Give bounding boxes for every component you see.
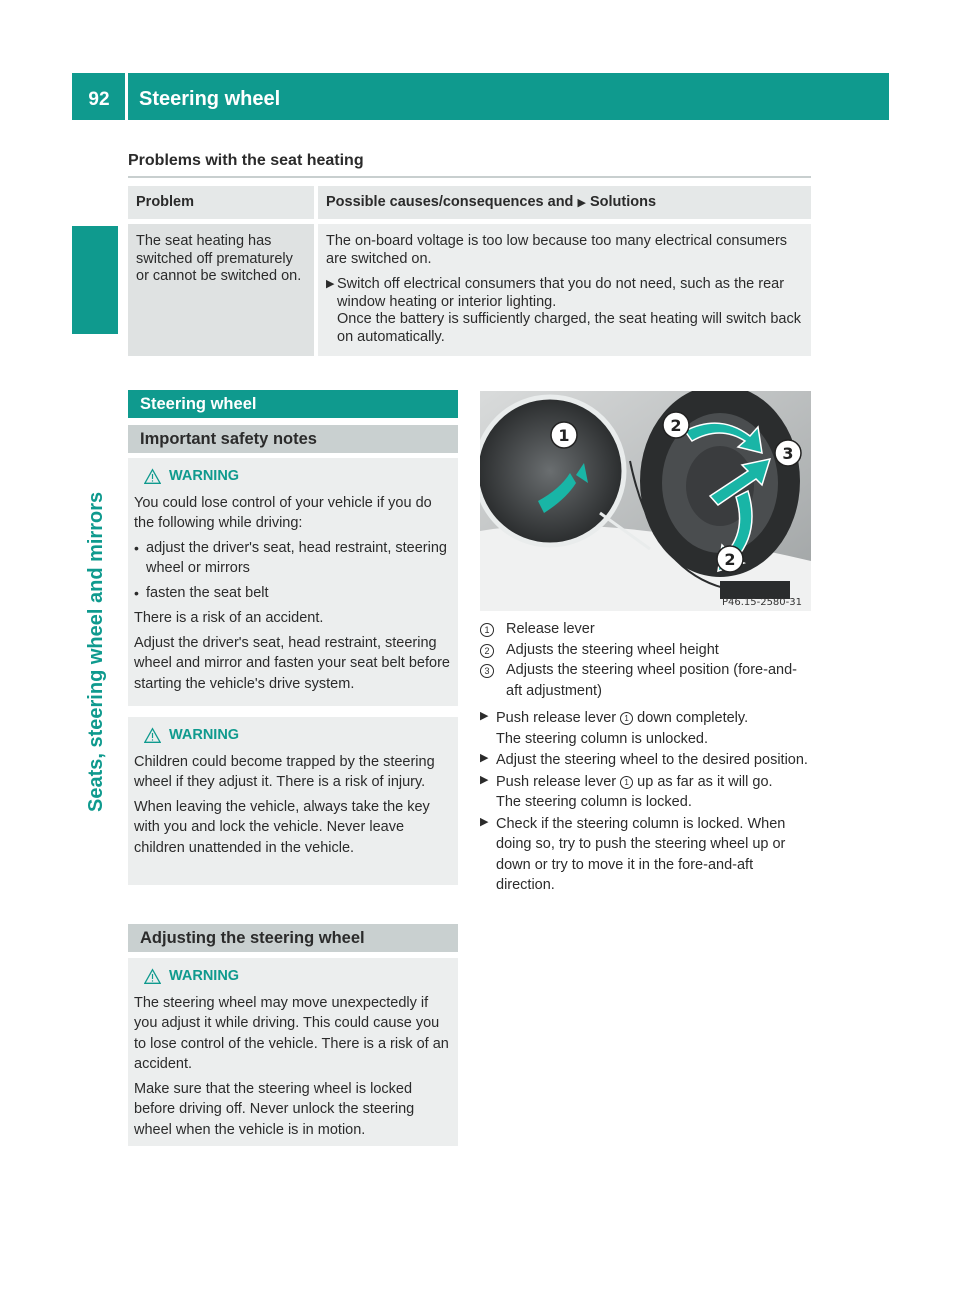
svg-text:3: 3 — [782, 444, 794, 463]
warning-action: When leaving the vehicle, always take the key with you and lock the vehicle. Never leave children unattended in the vehicle. — [134, 798, 430, 856]
warning-title — [134, 466, 452, 487]
warning-action: Adjust the driver's seat, head restraint, steering wheel and mirror and fasten your seat belt before starting the vehicle's drive system. — [134, 634, 450, 692]
header-title: Steering wheel — [139, 88, 281, 110]
subsection-title-adjusting: Adjusting the steering wheel — [128, 924, 458, 952]
warning-label: WARNING — [169, 727, 240, 743]
callout-2-top-icon — [663, 412, 689, 438]
warning-intro: You could lose control of your vehicle if you do the following while driving: — [134, 494, 432, 531]
cause-text: The on-board voltage is too low because too many electrical consumers are switched on. — [326, 233, 788, 267]
steering-column-illustration — [480, 391, 811, 611]
solution-text-2: Once the battery is sufficiently charged, the seat heating will switch back on automatically. — [337, 311, 801, 345]
list-item — [134, 538, 452, 579]
callout-number: 1 — [480, 623, 494, 637]
list-item — [480, 814, 811, 896]
page-header — [72, 73, 889, 120]
warning-title — [134, 725, 452, 746]
list-item — [134, 583, 452, 605]
warning-label: WARNING — [169, 468, 240, 484]
step-text: Adjust the steering wheel to the desired position. — [496, 752, 808, 768]
step-text: Check if the steering column is locked. When doing so, try to push the steering wheel up or down or try to move it in the fore-and-aft direction. — [496, 815, 786, 893]
problems-heading: Problems with the seat heating — [128, 152, 364, 169]
callout-3-icon — [775, 440, 801, 466]
list-item — [480, 772, 811, 813]
bullet-icon — [134, 583, 146, 605]
figure-code: P46.15-2580-31 — [721, 597, 802, 608]
step-arrow-icon — [480, 814, 496, 896]
column-header-solutions-text: Solutions — [589, 194, 657, 210]
step-arrow-icon — [480, 772, 496, 813]
chapter-side-tab — [72, 226, 118, 334]
step-text: down completely. — [637, 710, 749, 726]
subsection-title-safety: Important safety notes — [128, 425, 458, 453]
adjust-steps — [480, 708, 811, 897]
warning-triangle-icon — [144, 968, 161, 985]
page-number: 92 — [88, 89, 110, 110]
column-header-problem: Problem — [128, 186, 314, 219]
list-item-text: adjust the driver's seat, head restraint, steering wheel or mirrors — [146, 539, 447, 576]
table-header-row — [128, 186, 811, 219]
problems-table — [128, 186, 811, 356]
steering-column-figure — [480, 391, 811, 611]
callout-2-bottom-icon — [717, 546, 743, 572]
step-text: Push release lever — [496, 710, 617, 726]
table-row — [128, 224, 811, 356]
legend-text: Adjusts the steering wheel position (fore-and-aft adjustment) — [506, 662, 797, 699]
section-title-steering-wheel: Steering wheel — [128, 390, 458, 418]
callout-number: 2 — [480, 644, 494, 658]
warning-title — [134, 966, 452, 987]
step-text: Push release lever — [496, 773, 617, 790]
svg-text:2: 2 — [670, 416, 682, 435]
solution-arrow-icon: ▶ — [577, 197, 586, 209]
legend-text: Adjusts the steering wheel height — [506, 641, 719, 658]
problem-cell — [128, 224, 314, 356]
list-item — [480, 619, 811, 640]
list-item — [480, 750, 811, 771]
warning-box-1 — [128, 458, 458, 706]
svg-text:1: 1 — [558, 426, 570, 445]
warning-triangle-icon — [144, 468, 161, 485]
chapter-side-title: Seats, steering wheel and mirrors — [85, 491, 107, 812]
column-header-causes — [314, 186, 811, 219]
step-text: up as far as it will go. — [637, 773, 773, 790]
problem-text: The seat heating has switched off prematurely or cannot be switched on. — [136, 233, 302, 284]
warning-risk: There is a risk of an accident. — [134, 610, 324, 626]
legend-text: Release lever — [506, 621, 595, 637]
callout-number: 3 — [480, 664, 494, 678]
solution-text-1: Switch off electrical consumers that you do not need, such as the rear window heating or interior lighting. — [337, 276, 785, 310]
solution-step — [326, 276, 803, 346]
warning-box-3 — [128, 958, 458, 1146]
warning-text: The steering wheel may move unexpectedly if you adjust it while driving. This could cause you to lose control of the vehicle. There is a risk of an accident. — [134, 994, 449, 1072]
step-arrow-icon — [480, 708, 496, 749]
callout-1-icon — [551, 422, 577, 448]
step-arrow-icon — [326, 276, 337, 346]
callout-number: 1 — [620, 712, 633, 725]
list-item — [480, 660, 811, 701]
step-arrow-icon — [480, 750, 496, 771]
solution-cell — [314, 224, 811, 356]
figure-legend — [480, 619, 811, 701]
header-divider — [125, 73, 128, 120]
list-item — [480, 640, 811, 661]
warning-label: WARNING — [169, 968, 240, 984]
callout-number: 1 — [620, 776, 633, 789]
bullet-icon — [134, 538, 146, 579]
svg-text:2: 2 — [724, 550, 736, 569]
list-item — [480, 708, 811, 749]
step-result: The steering column is locked. — [496, 794, 692, 810]
heading-rule — [128, 176, 811, 178]
warning-triangle-icon — [144, 727, 161, 744]
column-header-causes-text: Possible causes/consequences and — [326, 194, 574, 210]
warning-action: Make sure that the steering wheel is locked before driving off. Never unlock the steering wheel when the vehicle is in motion. — [134, 1080, 415, 1138]
warning-box-2 — [128, 717, 458, 885]
list-item-text: fasten the seat belt — [146, 584, 269, 601]
warning-text: Children could become trapped by the steering wheel if they adjust it. There is a risk of injury. — [134, 753, 435, 790]
step-result: The steering column is unlocked. — [496, 730, 708, 747]
